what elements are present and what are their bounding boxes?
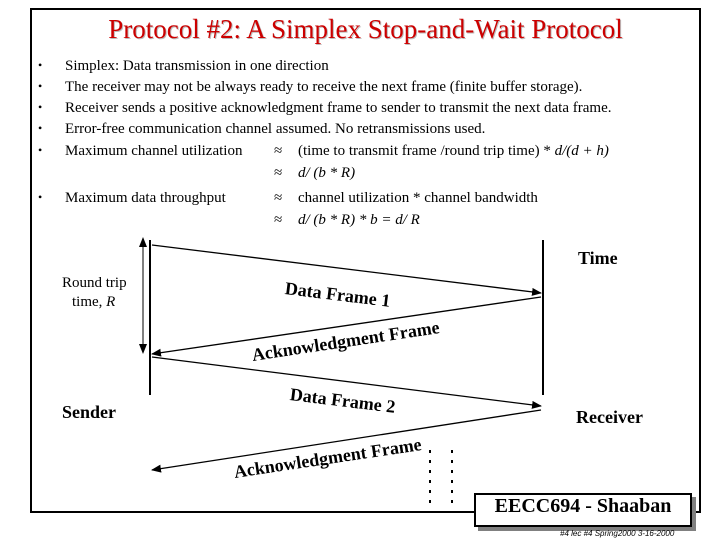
approx-symbol: ≈ (274, 165, 283, 181)
bullet-dot: • (38, 79, 43, 93)
round-trip-label: Round trip (62, 275, 127, 291)
throughput-equation: channel utilization * channel bandwidth (298, 190, 538, 206)
approx-symbol: ≈ (274, 190, 283, 206)
slide-title: Protocol #2: A Simplex Stop-and-Wait Protocol (108, 14, 623, 44)
ack-frame-2-label: Acknowledgment Frame (232, 434, 423, 482)
time-label: Time (578, 248, 618, 268)
utilization-eq-math: d/(d + h) (554, 143, 609, 159)
bullet-text: Simplex: Data transmission in one direction (65, 58, 329, 74)
approx-symbol: ≈ (274, 143, 283, 159)
data-frame-2-label: Data Frame 2 (288, 384, 397, 417)
bullet-dot: • (38, 190, 43, 204)
data-frame-1-label: Data Frame 1 (283, 278, 392, 311)
bullet-dot: • (38, 143, 43, 157)
round-trip-label-2 (72, 294, 115, 311)
utilization-eq-text: (time to transmit frame /round trip time) * (298, 143, 555, 159)
round-trip-var: R (106, 294, 116, 310)
bullet-text: The receiver may not be always ready to receive the next frame (finite buffer storage). (65, 79, 583, 95)
bullet-text: Receiver sends a positive acknowledgment frame to sender to transmit the next data frame. (65, 100, 612, 116)
bullet-text: Maximum channel utilization (65, 143, 243, 159)
throughput-equation-2: d/ (b * R) * b = d/ R (298, 212, 420, 228)
bullet-dot: • (38, 58, 43, 72)
slide-footer: #4 lec #4 Spring2000 3-16-2000 (560, 529, 675, 538)
bullet-dot: • (38, 100, 43, 114)
ack-frame-1-label: Acknowledgment Frame (250, 317, 441, 365)
bullet-text: Error-free communication channel assumed. No retransmissions used. (65, 121, 486, 137)
approx-symbol: ≈ (274, 212, 283, 228)
receiver-label: Receiver (576, 407, 643, 427)
sender-label: Sender (62, 402, 116, 422)
bullet-text: Maximum data throughput (65, 190, 226, 206)
bullet-dot: • (38, 121, 43, 135)
round-trip-text: time, (72, 294, 107, 310)
course-badge-text: EECC694 - Shaaban (494, 495, 672, 517)
utilization-equation-2: d/ (b * R) (298, 165, 356, 181)
